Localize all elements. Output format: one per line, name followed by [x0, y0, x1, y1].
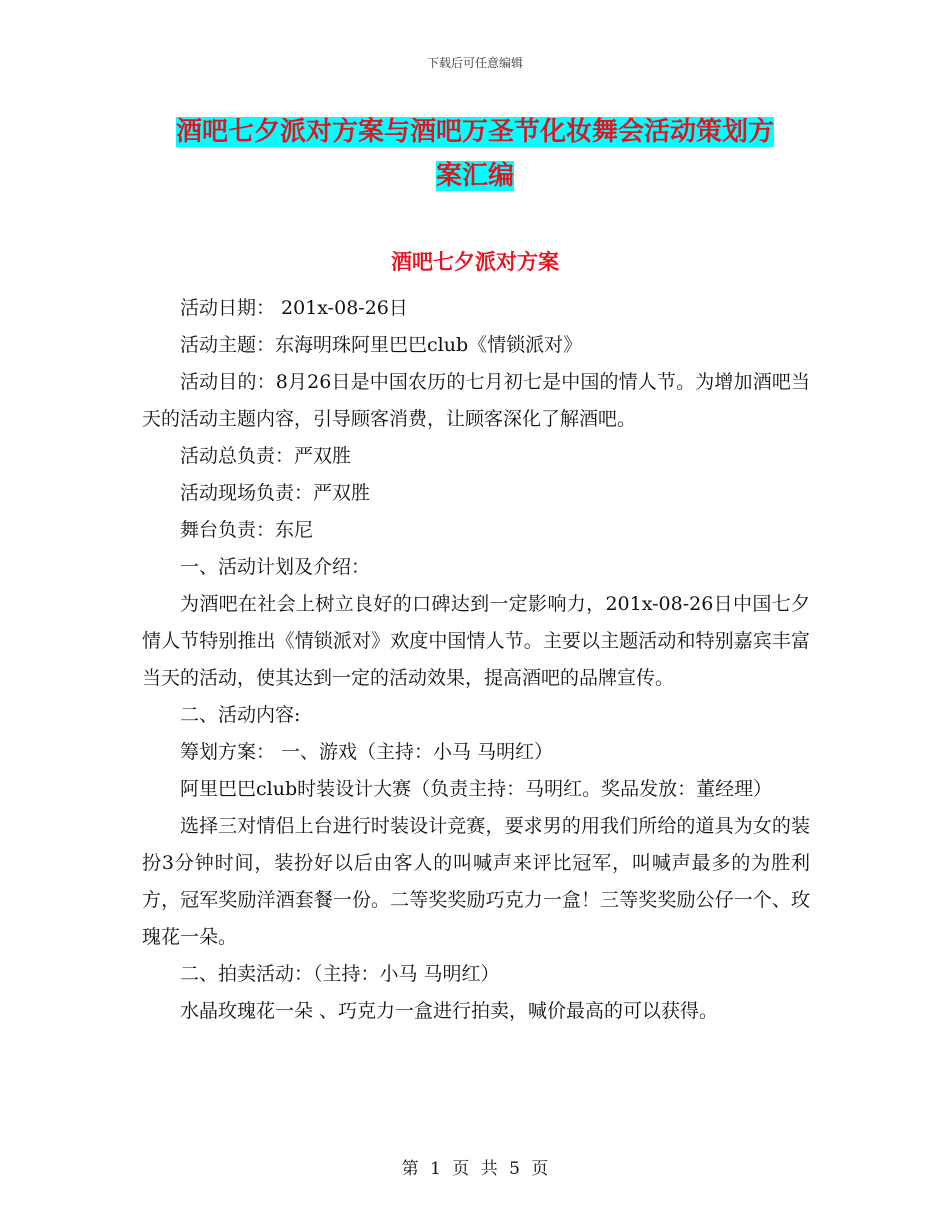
paragraph-auction-heading: 二、拍卖活动：（主持：小马 马明红） — [180, 963, 500, 985]
document-title-line1: 酒吧七夕派对方案与酒吧万圣节化妆舞会活动策划方 — [175, 117, 774, 147]
paragraph-auction-items: 水晶玫瑰花一朵 、巧克力一盒进行拍卖，喊价最高的可以获得。 — [180, 1000, 719, 1022]
paragraph-activity-date: 活动日期： 201x-08-26日 — [180, 297, 408, 319]
paragraph-contest-rules: 选择三对情侣上台进行时装设计竞赛，要求男的用我们所给的道具为女的装扮3分钟时间，装扮好以后由客人的叫喊声来评比冠军，叫喊声最多的为胜利方，冠军奖励洋酒套餐一份。二等奖奖励巧克力一盒！三等奖奖励公仔一个、玫瑰花一朵。 — [142, 815, 810, 948]
paragraph-fashion-contest: 阿里巴巴club时装设计大赛（负责主持：马明红。奖品发放：董经理） — [180, 778, 773, 800]
document-title — [0, 110, 950, 198]
document-title-line2: 案汇编 — [435, 161, 514, 191]
paragraph-activity-purpose: 活动目的：8月26日是中国农历的七月初七是中国的情人节。为增加酒吧当天的活动主题内容，引导顾客消费，让顾客深化了解酒吧。 — [142, 371, 810, 430]
paragraph-content-heading: 二、活动内容: — [180, 704, 301, 726]
section-title: 酒吧七夕派对方案 — [391, 249, 559, 274]
document-body — [142, 290, 810, 1030]
paragraph-planning-scheme: 筹划方案： 一、游戏（主持：小马 马明红） — [180, 741, 554, 763]
paragraph-site-manager: 活动现场负责：严双胜 — [180, 482, 371, 504]
paragraph-plan-heading: 一、活动计划及介绍： — [180, 556, 371, 578]
paragraph-general-manager: 活动总负责：严双胜 — [180, 445, 352, 467]
paragraph-stage-manager: 舞台负责：东尼 — [180, 519, 314, 541]
paragraph-plan-intro: 为酒吧在社会上树立良好的口碑达到一定影响力，201x-08-26日中国七夕情人节特别推出《情锁派对》欢度中国情人节。主要以主题活动和特别嘉宾丰富当天的活动，使其达到一定的活动效果，提高酒吧的品牌宣传。 — [142, 593, 810, 689]
page-footer: 第 1 页 共 5 页 — [401, 1159, 549, 1179]
paragraph-activity-theme: 活动主题：东海明珠阿里巴巴club《情锁派对》 — [180, 334, 583, 356]
header-note: 下载后可任意编辑 — [426, 56, 523, 70]
